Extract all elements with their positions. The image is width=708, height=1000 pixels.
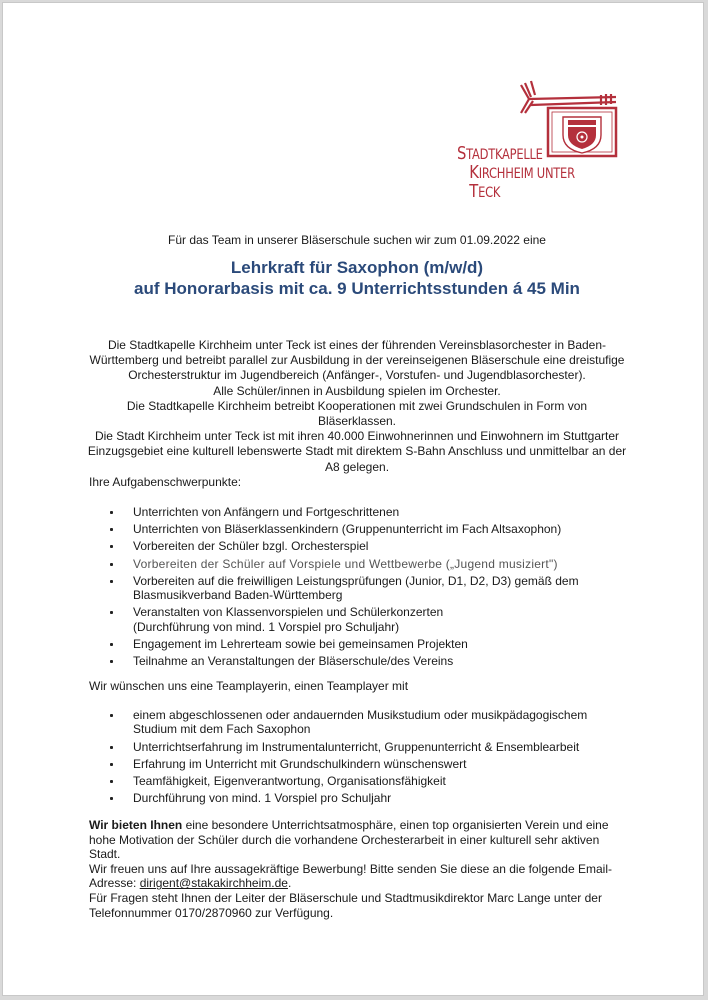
- list-item: Unterrichtserfahrung im Instrumentalunterricht, Gruppenunterricht & Ensemblearbeit: [89, 740, 609, 754]
- bullet-icon: [110, 611, 113, 614]
- apply-paragraph: Wir freuen uns auf Ihre aussagekräftige Bewerbung! Bitte senden Sie diese an die folgende Email-Adresse: dirigent@stakakirchheim.de.: [89, 861, 612, 891]
- organization-description: [87, 338, 627, 475]
- intro-line: Für das Team in unserer Bläserschule suchen wir zum 01.09.2022 eine: [168, 233, 546, 247]
- list-item: Teilnahme an Veranstaltungen der Bläserschule/des Vereins: [89, 654, 609, 668]
- list-item: Vorbereiten der Schüler auf Vorspiele und Wettbewerbe („Jugend musiziert"): [89, 557, 609, 571]
- description-paragraph: Die Stadtkapelle Kirchheim betreibt Kooperationen mit zwei Grundschulen in Form von Bläserklassen.: [126, 398, 588, 429]
- contact-paragraph: Für Fragen steht Ihnen der Leiter der Bläserschule und Stadtmusikdirektor Marc Lange unter der Telefonnummer 0170/2870960 zur Verfügung.: [89, 890, 602, 920]
- tasks-heading: Ihre Aufgabenschwerpunkte:: [89, 475, 242, 489]
- bullet-icon: [110, 643, 113, 646]
- list-item: Vorbereiten auf die freiwilligen Leistungsprüfungen (Junior, D1, D2, D3) gemäß dem Blasmusikverband Baden-Württemberg: [89, 574, 609, 603]
- closing-section: [89, 818, 629, 920]
- description-paragraph: Alle Schüler/innen in Ausbildung spielen im Orchester.: [213, 383, 501, 398]
- job-title-line-2: auf Honorarbasis mit ca. 9 Unterrichtsstunden á 45 Min: [134, 279, 580, 298]
- bullet-icon: [110, 545, 113, 548]
- logo-wordmark: [457, 145, 591, 202]
- requirements-list: [89, 708, 609, 808]
- tasks-list: [89, 505, 609, 671]
- list-item: einem abgeschlossenen oder andauernden Musikstudium oder musikpädagogischem Studium mit dem Fach Saxophon: [89, 708, 609, 737]
- list-item: Durchführung von mind. 1 Vorspiel pro Schuljahr: [89, 791, 609, 805]
- list-item: Veranstalten von Klassenvorspielen und Schülerkonzerten (Durchführung von mind. 1 Vorspiel pro Schuljahr): [89, 605, 609, 634]
- list-item: Unterrichten von Bläserklassenkindern (Gruppenunterricht im Fach Altsaxophon): [89, 522, 609, 536]
- bullet-icon: [110, 780, 113, 783]
- email-link[interactable]: dirigent@stakakirchheim.de: [139, 876, 288, 891]
- list-item: Erfahrung im Unterricht mit Grundschulkindern wünschenswert: [89, 757, 609, 771]
- offer-lead: Wir bieten Ihnen: [89, 818, 183, 832]
- document-page: [3, 3, 703, 995]
- bullet-icon: [110, 580, 113, 583]
- description-paragraph: Die Stadtkapelle Kirchheim unter Teck ist eines der führenden Vereinsblasorchester in Baden-Württemberg und betreibt parallel zur Ausbildung in der vereinseigenen Bläserschule eine dreistufige Orchesterstruktur im Jugendbereich (Anfänger-, Vorstufen- und Jugendblasorchester).: [89, 338, 625, 383]
- bullet-icon: [110, 763, 113, 766]
- requirements-heading: Wir wünschen uns eine Teamplayerin, einen Teamplayer mit: [89, 679, 409, 693]
- bullet-icon: [110, 714, 113, 717]
- list-item-subline: (Durchführung von mind. 1 Vorspiel pro Schuljahr): [133, 619, 400, 634]
- bullet-icon: [110, 797, 113, 800]
- stadtkapelle-logo: [451, 79, 621, 202]
- bullet-icon: [110, 746, 113, 749]
- logo-line-2: KIRCHHEIM UNTER TECK: [469, 162, 575, 202]
- list-item: Vorbereiten der Schüler bzgl. Orchesterspiel: [89, 539, 609, 553]
- bullet-icon: [110, 660, 113, 663]
- job-title-line-1: Lehrkraft für Saxophon (m/w/d): [230, 258, 484, 277]
- list-item: Engagement im Lehrerteam sowie bei gemeinsamen Projekten: [89, 637, 609, 651]
- bullet-icon: [110, 563, 113, 566]
- job-title: [3, 257, 708, 299]
- logo-line-1: STADTKAPELLE: [457, 143, 543, 164]
- bullet-icon: [110, 528, 113, 531]
- bullet-icon: [110, 511, 113, 514]
- description-paragraph: Die Stadt Kirchheim unter Teck ist mit ihren 40.000 Einwohnerinnen und Einwohnern im Stuttgarter Einzugsgebiet eine kulturell lebenswerte Stadt mit direktem S-Bahn Anschluss und unmittelbar an der A8 gelegen.: [87, 429, 627, 474]
- list-item: Teamfähigkeit, Eigenverantwortung, Organisationsfähigkeit: [89, 774, 609, 788]
- offer-paragraph: Wir bieten Ihnen eine besondere Unterrichtsatmosphäre, einen top organisierten Verein und eine hohe Motivation der Schüler durch die vorhandene Orchesterarbeit in einer kulturell sehr aktiven Stadt.: [89, 818, 609, 862]
- list-item: Unterrichten von Anfängern und Fortgeschrittenen: [89, 505, 609, 519]
